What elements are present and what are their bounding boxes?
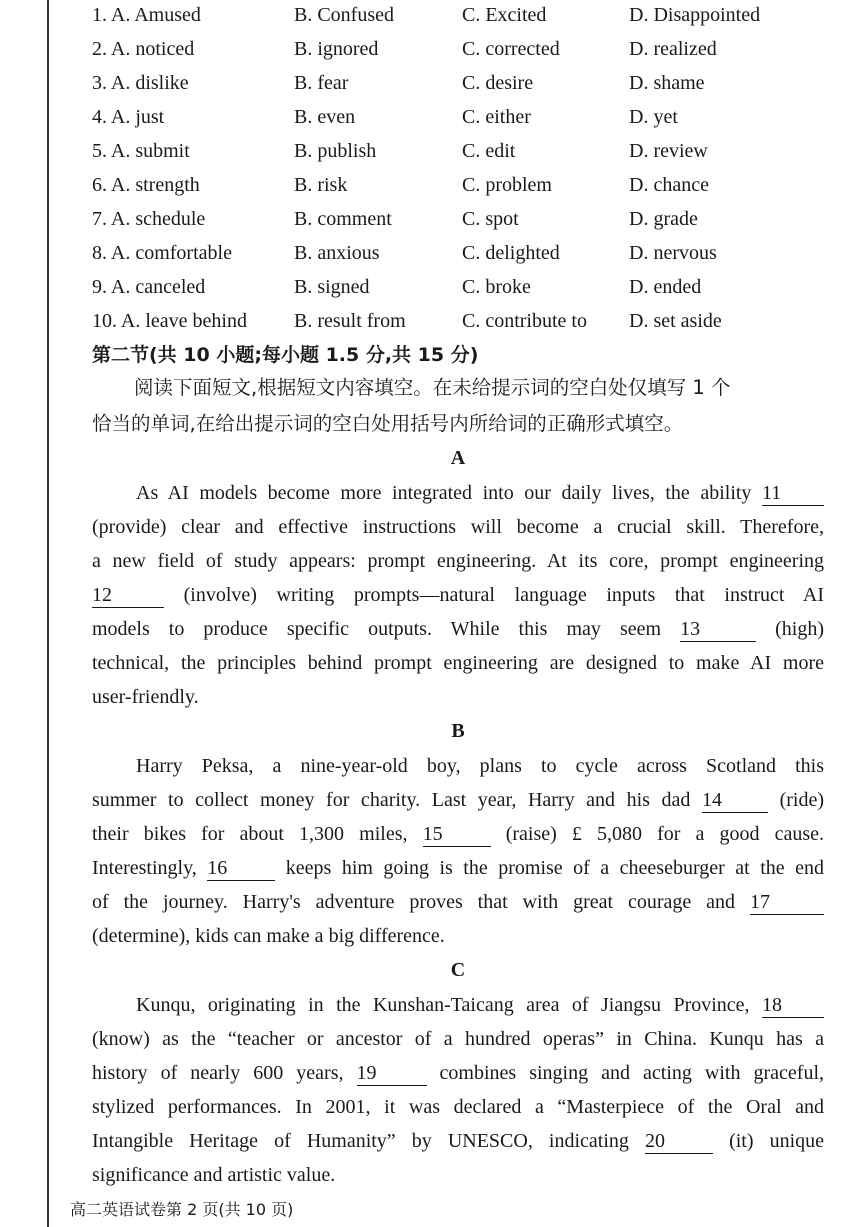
option-a: 4. A. just — [92, 106, 165, 128]
blank-14[interactable]: 14 — [702, 788, 768, 813]
passage-a-line — [92, 476, 824, 510]
option-c: C. desire — [462, 72, 534, 94]
passage-c-line: stylized performances. In 2001, it was declared a “Masterpiece of the Oral and — [92, 1096, 824, 1118]
option-b: B. risk — [294, 174, 348, 196]
option-c: C. either — [462, 106, 531, 128]
option-a: 10. A. leave behind — [92, 310, 247, 332]
passage-b-line — [92, 885, 824, 919]
passage-c-line — [92, 1124, 824, 1158]
passage-text: combines singing and acting with graceful, — [439, 1062, 825, 1084]
passage-text: (involve) writing prompts—natural language inputs that instruct AI — [183, 584, 825, 606]
blank-15[interactable]: 15 — [423, 822, 491, 847]
option-b: B. comment — [294, 208, 392, 230]
blank-13[interactable]: 13 — [680, 617, 756, 642]
option-row-10 — [0, 306, 867, 336]
option-a: 6. A. strength — [92, 174, 200, 196]
option-row-4 — [0, 102, 867, 132]
option-c: C. contribute to — [462, 310, 587, 332]
passage-text: Intangible Heritage of Humanity” by UNESCO, indicating — [92, 1130, 629, 1152]
option-c: C. delighted — [462, 242, 560, 264]
passage-b-letter: B — [451, 720, 465, 742]
option-c: C. edit — [462, 140, 516, 162]
option-b: B. publish — [294, 140, 377, 162]
option-a: 3. A. dislike — [92, 72, 189, 94]
option-a: 9. A. canceled — [92, 276, 206, 298]
option-b: B. fear — [294, 72, 349, 94]
passage-b-line — [92, 851, 824, 885]
option-d: D. shame — [629, 72, 705, 94]
blank-18[interactable]: 18 — [762, 993, 824, 1018]
option-row-6 — [0, 170, 867, 200]
passage-text: models to produce specific outputs. While this may seem — [92, 618, 662, 640]
option-d: D. review — [629, 140, 708, 162]
passage-text: (high) — [775, 618, 825, 640]
blank-11[interactable]: 11 — [762, 481, 824, 506]
instruction-line-2: 恰当的单词,在给出提示词的空白处用括号内所给词的正确形式填空。 — [92, 412, 684, 435]
option-d: D. grade — [629, 208, 698, 230]
option-d: D. chance — [629, 174, 709, 196]
option-row-8 — [0, 238, 867, 268]
option-row-7 — [0, 204, 867, 234]
blank-17[interactable]: 17 — [750, 890, 824, 915]
option-b: B. even — [294, 106, 356, 128]
option-row-9 — [0, 272, 867, 302]
option-row-1 — [0, 0, 867, 30]
option-b: B. signed — [294, 276, 370, 298]
option-d: D. realized — [629, 38, 717, 60]
option-a: 8. A. comfortable — [92, 242, 232, 264]
option-row-5 — [0, 136, 867, 166]
option-a: 1. A. Amused — [92, 4, 201, 26]
option-c: C. spot — [462, 208, 519, 230]
passage-text: history of nearly 600 years, — [92, 1062, 344, 1084]
option-c: C. Excited — [462, 4, 547, 26]
blank-16[interactable]: 16 — [207, 856, 275, 881]
option-a: 5. A. submit — [92, 140, 190, 162]
blank-20[interactable]: 20 — [645, 1129, 713, 1154]
option-d: D. yet — [629, 106, 678, 128]
option-c: C. corrected — [462, 38, 560, 60]
option-a: 2. A. noticed — [92, 38, 195, 60]
passage-c-line — [92, 1056, 824, 1090]
passage-text: summer to collect money for charity. Last year, Harry and his dad — [92, 789, 691, 811]
option-row-2 — [0, 34, 867, 64]
passage-a-line: technical, the principles behind prompt engineering are designed to make AI more — [92, 652, 824, 674]
option-row-3 — [0, 68, 867, 98]
option-d: D. Disappointed — [629, 4, 761, 26]
option-b: B. Confused — [294, 4, 394, 26]
passage-a-line — [92, 612, 824, 646]
option-b: B. anxious — [294, 242, 380, 264]
option-b: B. result from — [294, 310, 406, 332]
passage-a-letter: A — [450, 447, 466, 469]
passage-text: (ride) — [779, 789, 824, 811]
passage-text: (raise) £ 5,080 for a good cause. — [505, 823, 825, 845]
passage-c-line: significance and artistic value. — [92, 1164, 336, 1186]
passage-b-line: (determine), kids can make a big difference. — [92, 925, 445, 947]
option-d: D. ended — [629, 276, 702, 298]
passage-a-line: (provide) clear and effective instructions will become a crucial skill. Therefore, — [92, 516, 824, 538]
passage-text: Interestingly, — [92, 857, 197, 879]
option-a: 7. A. schedule — [92, 208, 206, 230]
passage-text: their bikes for about 1,300 miles, — [92, 823, 408, 845]
passage-b-line — [92, 817, 824, 851]
passage-b-line — [92, 783, 824, 817]
option-c: C. problem — [462, 174, 552, 196]
section-heading: 第二节(共 10 小题;每小题 1.5 分,共 15 分) — [92, 344, 479, 366]
passage-b-line: Harry Peksa, a nine-year-old boy, plans to cycle across Scotland this — [136, 755, 824, 777]
passage-a-line: user-friendly. — [92, 686, 199, 708]
passage-c-line — [92, 988, 824, 1022]
option-c: C. broke — [462, 276, 531, 298]
option-d: D. nervous — [629, 242, 717, 264]
passage-text: Kunqu, originating in the Kunshan-Taicang area of Jiangsu Province, — [136, 994, 750, 1016]
passage-a-line — [92, 578, 824, 612]
passage-text: keeps him going is the promise of a cheeseburger at the end — [285, 857, 825, 879]
passage-c-letter: C — [450, 959, 466, 981]
page-footer: 高二英语试卷第 2 页(共 10 页) — [70, 1200, 294, 1219]
passage-text: As AI models become more integrated into our daily lives, the ability — [136, 482, 752, 504]
passage-text: of the journey. Harry's adventure proves that with great courage and — [92, 891, 736, 913]
blank-19[interactable]: 19 — [357, 1061, 427, 1086]
passage-a-line: a new field of study appears: prompt engineering. At its core, prompt engineering — [92, 550, 824, 572]
instruction-line-1: 阅读下面短文,根据短文内容填空。在未给提示词的空白处仅填写 1 个 — [134, 376, 731, 399]
option-d: D. set aside — [629, 310, 722, 332]
option-b: B. ignored — [294, 38, 379, 60]
blank-12[interactable]: 12 — [92, 583, 164, 608]
passage-text: (it) unique — [729, 1130, 825, 1152]
passage-c-line: (know) as the “teacher or ancestor of a hundred operas” in China. Kunqu has a — [92, 1028, 824, 1050]
